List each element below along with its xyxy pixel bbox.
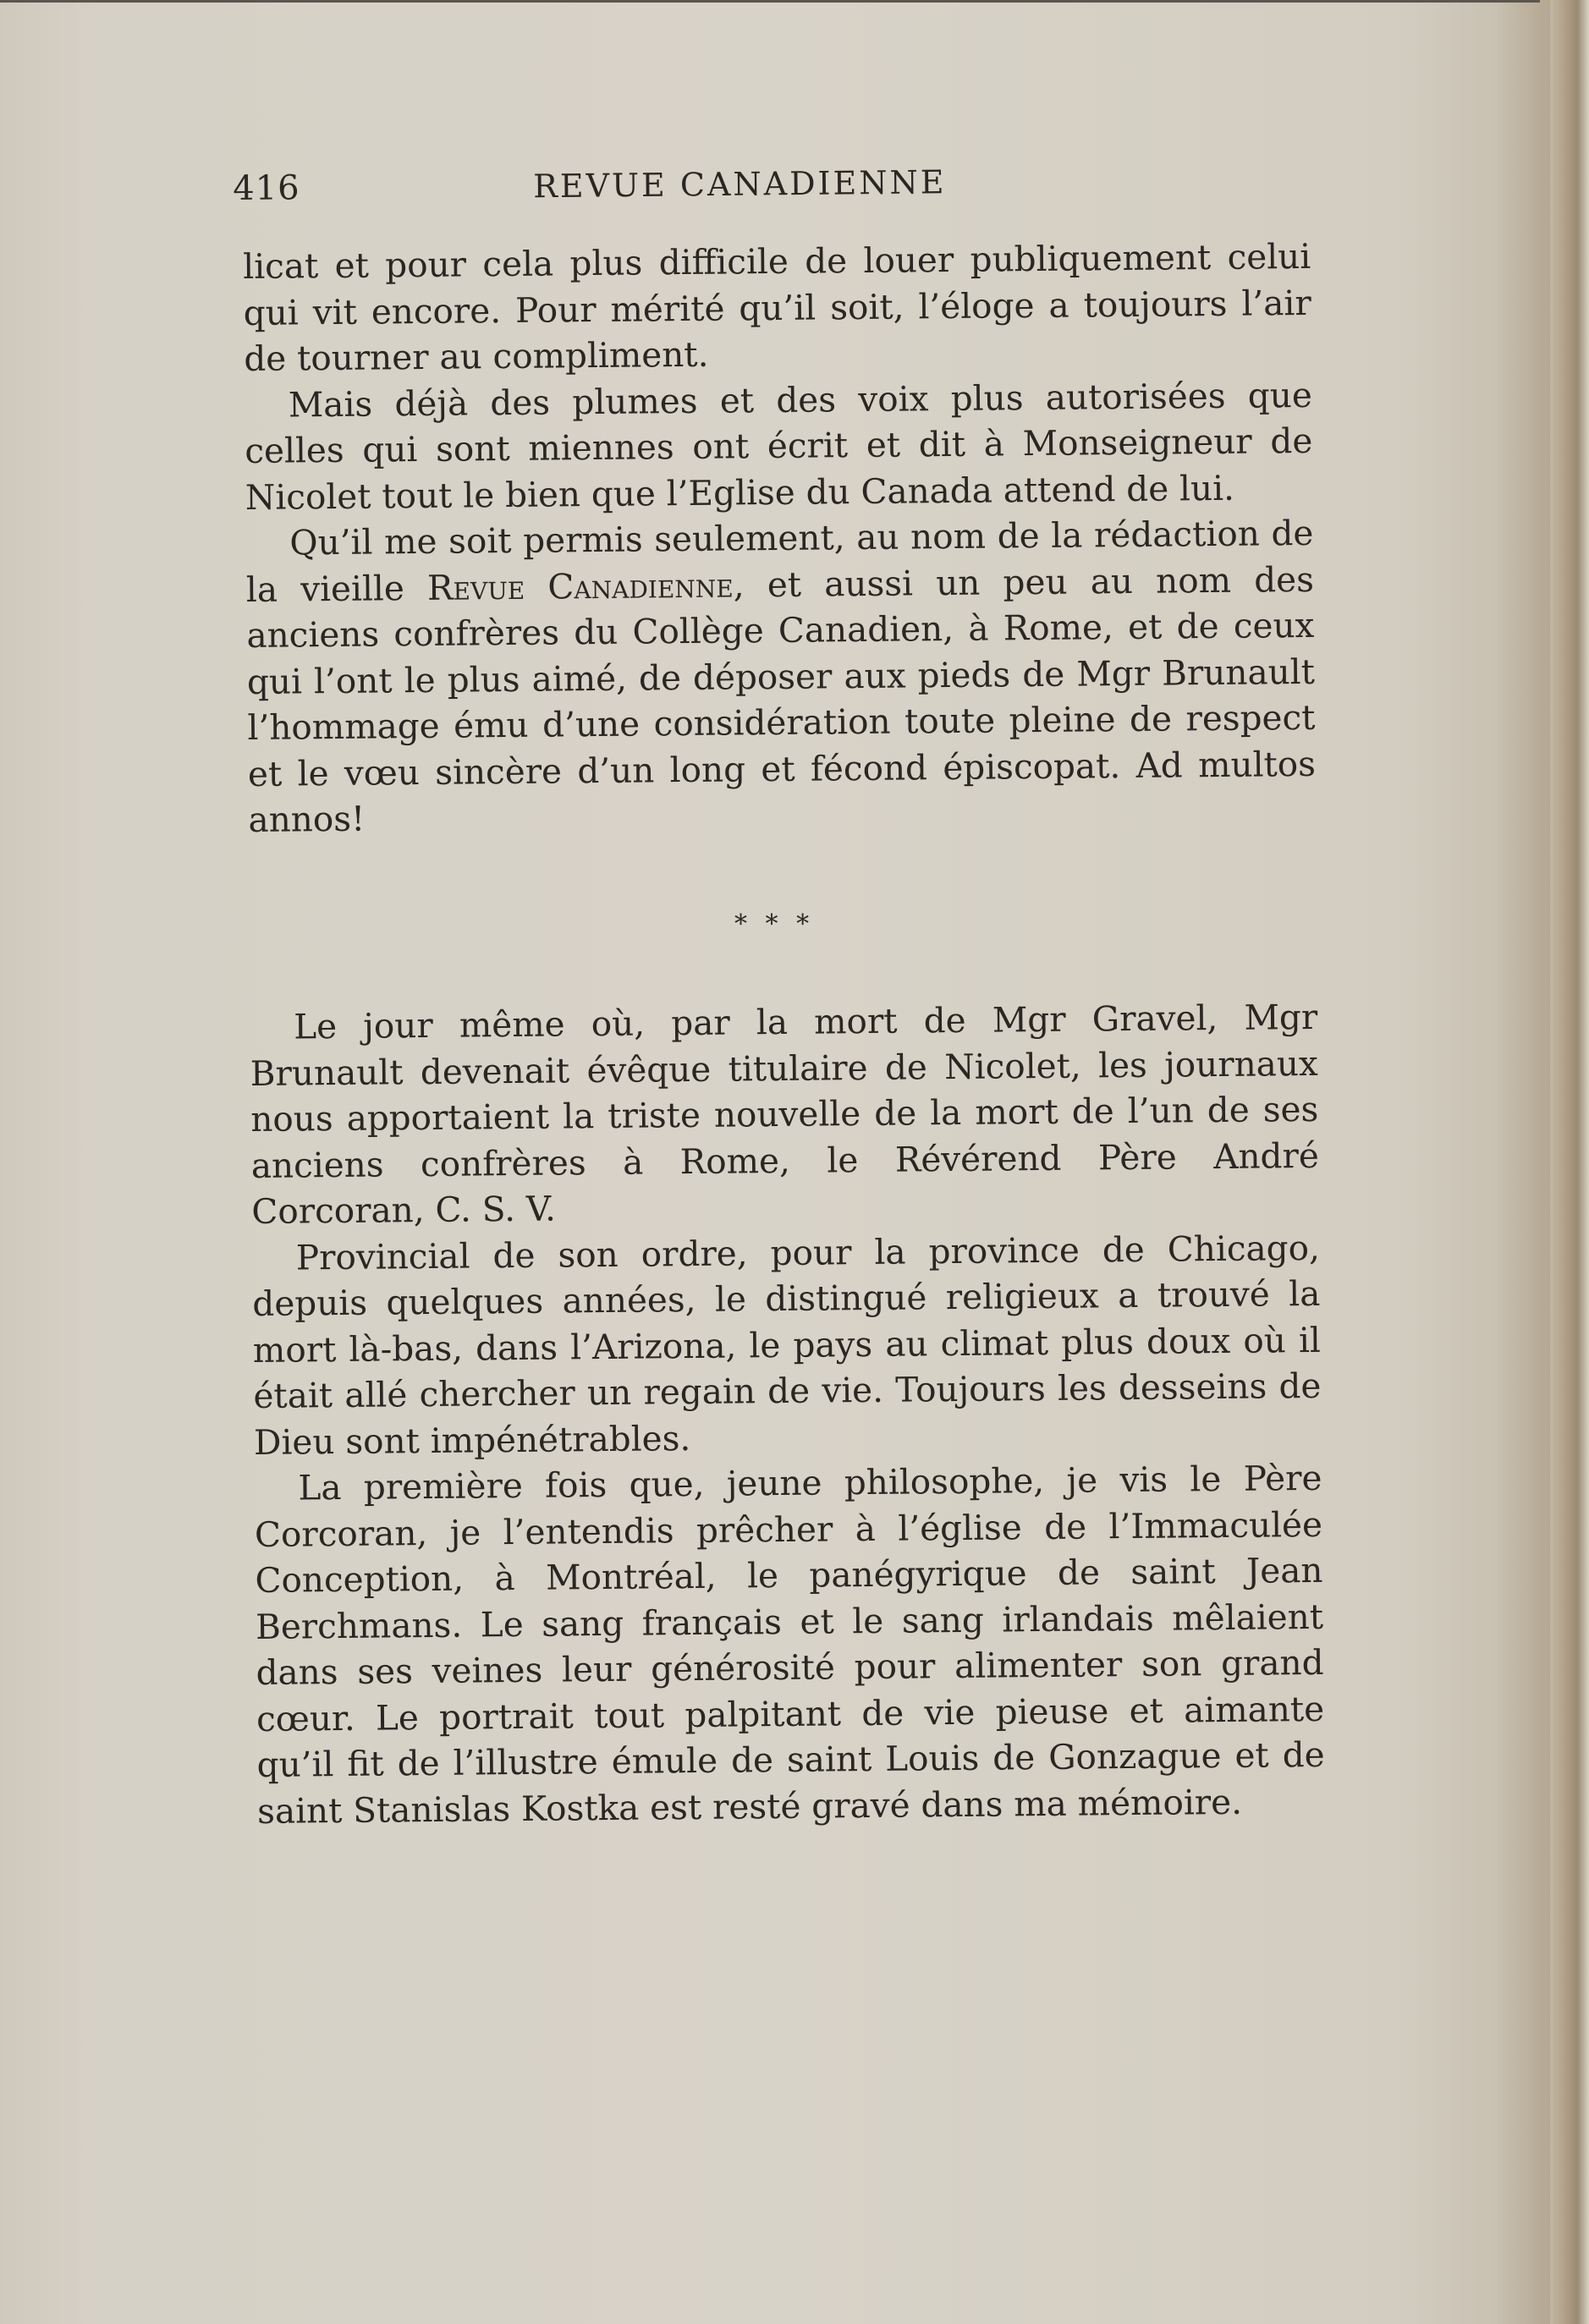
book-spine-edge [1550,0,1589,2324]
paragraph [245,510,1317,843]
paragraph: Provincial de son ordre, pour la province de Chicago, depuis quelques années, le distingué religieux a trouvé la mort là-bas, dans l’Arizona, le pays au climat plus doux où il était allé chercher un regain de vie. Toujours les desseins de Dieu sont impénétrables. [252,1227,1322,1463]
paragraph: licat et pour cela plus difficile de louer publiquement celui qui vit encore. Pour mérité qu’il soit, l’éloge a toujours l’air de tourner au compliment. [243,235,1311,379]
section-1-text [243,233,1317,843]
journal-name-inline: Revue Canadienne [426,563,734,608]
running-head [233,157,1333,220]
paragraph: La première fois que, jeune philosophe, je vis le Père Corcoran, je l’entendis prêcher à l’église de l’Immaculée Conception, à Montréal, le panégyrique de saint Jean Berchmans. Le sang français et le sang irlandais mêlaient dans ses veines leur générosité pour alimenter son grand cœur. Le portrait tout palpitant de vie pieuse et aimante qu’il fit de l’illustre émule de saint Louis de Gonzague et de saint Stanislas Kostka est resté gravé dans ma mémoire. [254,1457,1325,1832]
paragraph-text: Qu’il me soit permis seulement, au nom de la rédaction de la vieille [245,512,1314,610]
page-number: 416 [233,168,300,208]
top-edge-line [0,0,1540,3]
section-separator: * * * [734,909,815,939]
paragraph: Mais déjà des plumes et des voix plus autorisées que celles qui sont miennes ont écrit et dit à Monseigneur de Nicolet tout le bien que l’Eglise du Canada attend de lui. [245,374,1313,518]
paragraph: Le jour même où, par la mort de Mgr Gravel, Mgr Brunault devenait évêque titulaire de Nicolet, les journaux nous apportaient la triste nouvelle de la mort de l’un de ses anciens confrères à Rome, le Révérend Père André Corcoran, C. S. V. [250,996,1320,1232]
paragraph-text: , et aussi un peu au nom des anciens confrères du Collège Canadien, à Rome, et de ceux qui l’ont le plus aimé, de déposer aux pieds de Mgr Brunault l’hommage ému d’une considération toute pleine de respect et le vœu sincère d’un long et fécond épiscopat. Ad multos annos! [246,558,1317,840]
journal-title: REVUE CANADIENNE [533,163,947,206]
section-2-text [250,994,1325,1834]
